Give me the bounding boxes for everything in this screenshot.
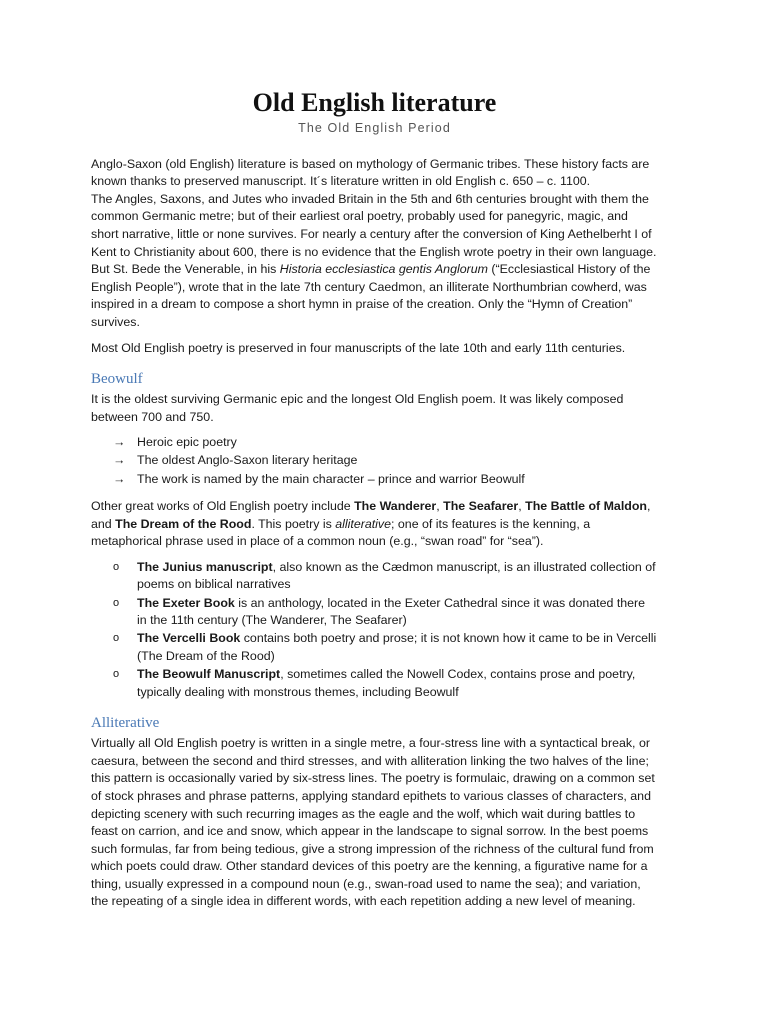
intro-line-1: Anglo-Saxon (old English) literature is based on mythology of Germanic tribes. These history facts are known thanks to preserved manuscript. It´s literature written in old English c. 650 – c. 1100. (91, 156, 650, 189)
manuscripts-intro-paragraph: Most Old English poetry is preserved in four manuscripts of the late 10th and early 11th centuries. (91, 340, 626, 355)
manuscript-name: The Exeter Book (137, 595, 235, 610)
arrow-icon: → (113, 435, 126, 450)
work-title-rood: The Dream of the Rood (115, 516, 252, 531)
manuscript-description: is an anthology, located in the Exeter Cathedral since it was donated there in the 11th century (The Wanderer, The Seafarer) (137, 595, 646, 628)
manuscript-name: The Beowulf Manuscript (137, 666, 281, 681)
work-title-seafarer: The Seafarer (443, 499, 519, 514)
intro-italic-title: Historia ecclesiastica gentis Anglorum (279, 262, 488, 277)
list-item (113, 630, 658, 665)
alliterative-italic: alliterative (335, 516, 392, 531)
manuscript-description: contains both poetry and prose; it is not known how it came to be in Vercelli (The Dream of the Rood) (137, 631, 657, 663)
separator: , (518, 499, 526, 514)
manuscript-description: , also known as the Cædmon manuscript, is an illustrated collection of poems on biblical narratives (137, 559, 656, 592)
other-works-paragraph (91, 498, 658, 551)
list-item (113, 666, 658, 701)
manuscript-name: The Junius manuscript (137, 559, 273, 574)
beowulf-heading: Beowulf (91, 371, 143, 388)
work-title-maldon: The Battle of Maldon (525, 499, 647, 514)
other-works-text: . This poetry is (251, 516, 336, 531)
separator: , and (91, 499, 651, 531)
arrow-icon: → (113, 471, 126, 486)
arrow-icon: → (113, 453, 126, 468)
other-works-text: ; one of its features is the kenning, a metaphorical phrase used in place of a common noun (e.g., “swan road” for “sea”). (91, 516, 591, 549)
circle-bullet-icon: o (113, 560, 120, 573)
list-item (113, 471, 658, 489)
manuscript-name: The Vercelli Book (137, 631, 241, 646)
beowulf-paragraph: It is the oldest surviving Germanic epic and the longest Old English poem. It was likely composed between 700 and 750. (91, 392, 624, 424)
separator: , (436, 499, 444, 514)
list-item (113, 434, 658, 452)
list-item-text: Heroic epic poetry (137, 435, 237, 450)
circle-bullet-icon: o (113, 632, 120, 645)
circle-bullet-icon: o (113, 596, 120, 609)
circle-bullet-icon: o (113, 667, 120, 680)
work-title-wanderer: The Wanderer (354, 499, 437, 514)
list-item (113, 559, 658, 594)
beowulf-bullet-list (91, 434, 658, 488)
page-title: Old English literature (252, 88, 497, 117)
alliterative-heading: Alliterative (91, 715, 160, 732)
alliterative-paragraph: Virtually all Old English poetry is written in a single metre, a four-stress line with a syntactical break, or caesura, between the second and third stresses, and with alliteration linking the two halves of the line; this pattern is occasionally varied by six-stress lines. The poetry is formulaic, drawing on a common set of stock phrases and phrase patterns, applying standard epithets to various classes of characters, and depicting scenery with such recurring images as the eagle and the wolf, which wait during battles to feast on carrion, and ice and snow, which appear in the landscape to signal sorrow. In the best poems such formulas, far from being tedious, give a strong impression of the richness of the cultural fund from which poets could draw. Other standard devices of this poetry are the kenning, a figurative name for a thing, usually expressed in a compound noun (e.g., swan-road used to name the sea); and variation, the repeating of a single idea in different words, with each repetition adding a new level of meaning. (91, 736, 655, 909)
list-item (113, 595, 658, 630)
intro-text-b: (“Ecclesiastical History of the English People”), wrote that in the late 7th century Caedmon, an illiterate Northumbrian cowherd, was inspired in a dream to compose a short hymn in praise of the creation. Only the “Hymn of Creation” survives. (91, 262, 651, 329)
list-item-text: The oldest Anglo-Saxon literary heritage (137, 453, 358, 468)
intro-paragraph (91, 156, 658, 332)
intro-text-a: The Angles, Saxons, and Jutes who invaded Britain in the 5th and 6th centuries brought with them the common Germanic metre; but of their earliest oral poetry, probably used for panegyric, magic, and short narrative, little or none survives. For nearly a century after the conversion of King Aethelberht I of Kent to Christianity about 600, there is no evidence that the English wrote poetry in their own language. But St. Bede the Venerable, in his (91, 191, 657, 277)
manuscripts-list (91, 559, 658, 701)
list-item (113, 452, 658, 470)
other-works-text: Other great works of Old English poetry include (91, 499, 355, 514)
manuscript-description: , sometimes called the Nowell Codex, contains prose and poetry, typically dealing with monstrous themes, including Beowulf (137, 666, 636, 699)
page-subtitle: The Old English Period (298, 121, 451, 135)
list-item-text: The work is named by the main character – prince and warrior Beowulf (137, 471, 525, 486)
